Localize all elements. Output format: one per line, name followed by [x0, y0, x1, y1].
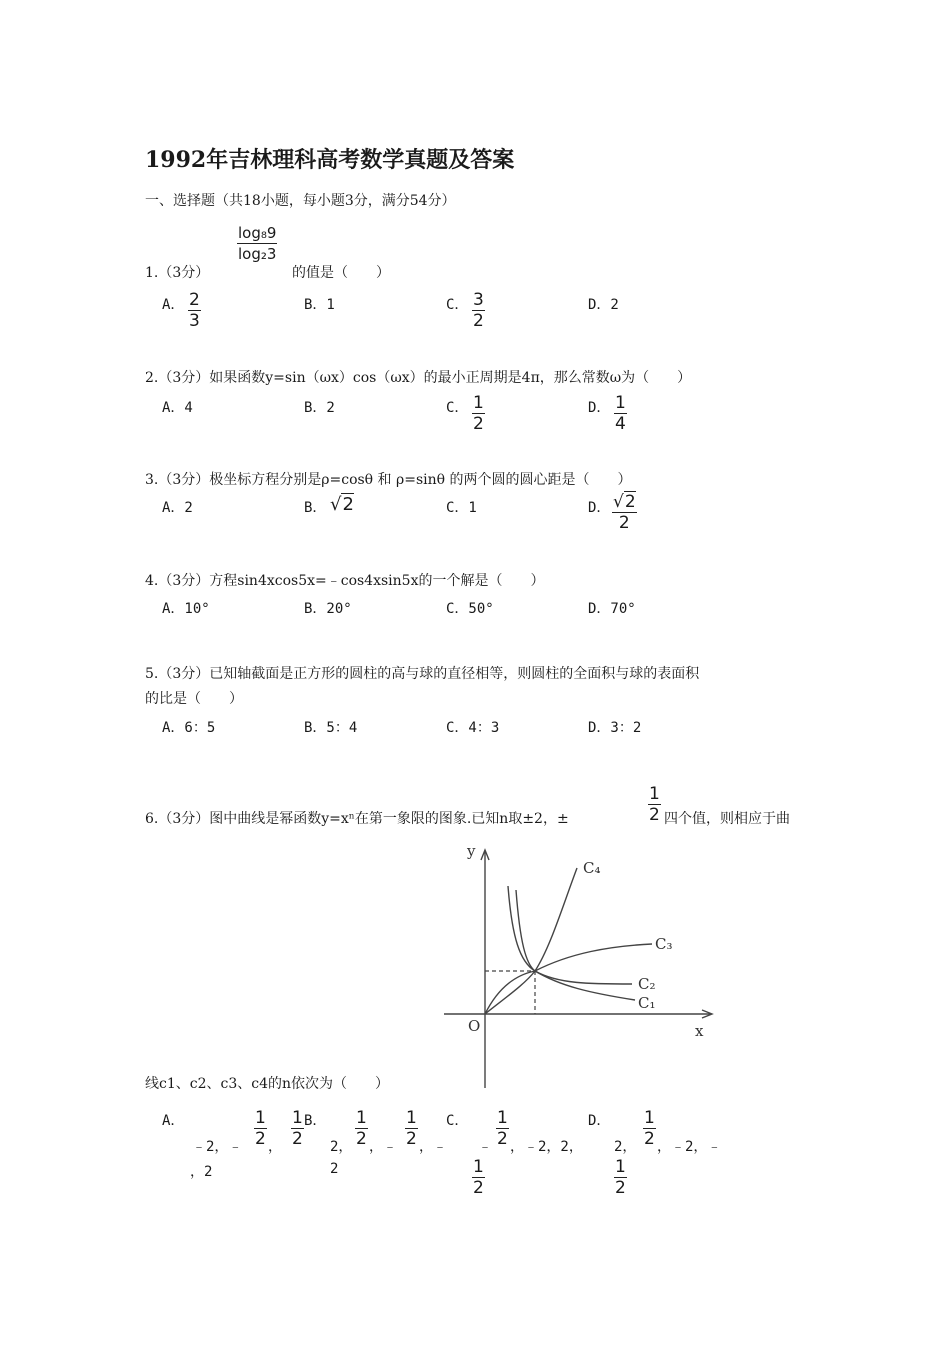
fraction-numerator: 1: [406, 1108, 417, 1128]
q5-option-d: D．3：2: [588, 720, 642, 736]
q1-expr-num: log₈9: [238, 224, 277, 242]
fraction-numerator: 2: [189, 290, 200, 310]
q1-expr-den: log₂3: [238, 245, 277, 263]
fraction-denominator: 2: [473, 414, 484, 434]
q2-option-c-label: C．: [446, 400, 469, 416]
curve-c3: [485, 944, 652, 1014]
curve-c1: [508, 886, 635, 1000]
q6-option-c-part1: ﹣: [478, 1139, 492, 1155]
q6-option-b-half-1: [355, 1108, 368, 1149]
q4-option-c: C．50°: [446, 601, 494, 617]
fraction-denominator: 2: [292, 1129, 303, 1149]
q6-option-c-half-1: [496, 1108, 509, 1149]
q3-option-d-fraction: [612, 492, 637, 533]
page-title: 1992年吉林理科高考数学真题及答案: [145, 147, 515, 173]
q6-option-b-part2: ，﹣: [369, 1139, 397, 1155]
q6-option-b-part1: 2，: [330, 1139, 353, 1155]
origin-label: O: [468, 1017, 481, 1035]
q6-stem-fraction: [648, 784, 661, 825]
fraction-denominator: 2: [615, 1178, 626, 1198]
curve-c1-label: C₁: [638, 994, 656, 1012]
q6-stem-line2: 线c1、c2、c3、c4的n依次为（ ）: [145, 1076, 390, 1092]
curve-c2-label: C₂: [638, 975, 656, 993]
q1-stem-prefix: 1.（3分）: [145, 265, 210, 281]
q6-option-a-part1: ﹣2，﹣: [192, 1139, 243, 1155]
q3-option-c: C．1: [446, 500, 477, 516]
q6-option-b-label: B．: [304, 1113, 327, 1129]
fraction-denominator: 2: [356, 1129, 367, 1149]
fraction-denominator: 3: [189, 311, 200, 331]
q1-option-b: B．1: [304, 297, 335, 313]
fraction-denominator: 2: [473, 1178, 484, 1198]
q6-option-d-label: D．: [588, 1113, 611, 1129]
q5-option-b: B．5：4: [304, 720, 358, 736]
q6-option-d-part2: ，﹣2，﹣: [657, 1139, 722, 1155]
fraction-numerator: 3: [473, 290, 484, 310]
q3-option-b-label: B．: [304, 500, 327, 516]
q6-option-a-part2: ，: [268, 1139, 282, 1155]
section-heading: 一、选择题（共18小题，每小题3分，满分54分）: [145, 193, 456, 209]
q2-option-b: B．2: [304, 400, 335, 416]
curve-c4-label: C₄: [583, 859, 601, 877]
q1-option-c-label: C．: [446, 297, 469, 313]
q6-option-a-part3: ，2: [190, 1164, 213, 1180]
q3-stem: 3.（3分）极坐标方程分别是ρ=cosθ 和 ρ=sinθ 的两个圆的圆心距是（ ）: [145, 472, 632, 488]
q3-option-a: A．2: [162, 500, 193, 516]
q6-option-d-part1: 2，: [614, 1139, 637, 1155]
q6-option-c-label: C．: [446, 1113, 469, 1129]
q1-expression: [237, 223, 277, 264]
q2-option-a: A．4: [162, 400, 193, 416]
q6-option-a-half-2: [291, 1108, 304, 1149]
fraction-numerator: 1: [473, 393, 484, 413]
fraction-numerator: 1: [644, 1108, 655, 1128]
q5-stem-line2: 的比是（ ）: [145, 691, 243, 707]
fraction-denominator: 2: [473, 311, 484, 331]
q4-option-d: D．70°: [588, 601, 636, 617]
q6-option-c-half-2: [472, 1157, 485, 1198]
q2-option-d-label: D．: [588, 400, 611, 416]
q2-option-d-fraction: [614, 393, 627, 434]
fraction-numerator: 1: [615, 393, 626, 413]
fraction-numerator: 1: [649, 784, 660, 804]
radicand: 2: [342, 494, 354, 515]
q1-option-d: D．2: [588, 297, 619, 313]
x-axis-label: x: [695, 1022, 704, 1040]
radicand: 2: [624, 492, 636, 512]
fraction-numerator: 1: [356, 1108, 367, 1128]
q3-option-d-label: D．: [588, 500, 611, 516]
fraction-denominator: 2: [649, 805, 660, 825]
q5-stem-line1: 5.（3分）已知轴截面是正方形的圆柱的高与球的直径相等，则圆柱的全面积与球的表面积: [145, 666, 700, 682]
q1-option-a-label: A．: [162, 297, 185, 313]
fraction-denominator: 4: [615, 414, 626, 434]
q1-option-a-fraction: [188, 290, 201, 331]
fraction-numerator: 1: [615, 1157, 626, 1177]
q6-option-c-part2: ，﹣2，2，: [510, 1139, 583, 1155]
q6-option-d-half-2: [614, 1157, 627, 1198]
fraction-denominator: 2: [255, 1129, 266, 1149]
q4-stem: 4.（3分）方程sin4xcos5x=﹣cos4xsin5x的一个解是（ ）: [145, 573, 545, 589]
q6-option-b-half-2: [405, 1108, 418, 1149]
q6-option-d-half-1: [643, 1108, 656, 1149]
fraction-numerator: 1: [255, 1108, 266, 1128]
q1-stem-suffix: 的值是（ ）: [292, 265, 390, 281]
curve-c2: [516, 890, 632, 984]
fraction-denominator: 2: [406, 1129, 417, 1149]
q6-stem-line1-a: 6.（3分）图中曲线是幂函数y=xⁿ在第一象限的图象.已知n取±2，±: [145, 811, 569, 827]
y-axis-label: y: [467, 842, 476, 860]
q6-stem-line1-b: 四个值，则相应于曲: [664, 811, 790, 827]
q4-option-b: B．20°: [304, 601, 352, 617]
q6-option-a-half-1: [254, 1108, 267, 1149]
fraction-denominator: 2: [618, 513, 630, 533]
fraction-numerator: √2: [613, 492, 636, 512]
q6-option-b-part4: 2: [330, 1161, 339, 1177]
q5-option-a: A．6：5: [162, 720, 216, 736]
fraction-numerator: 1: [473, 1157, 484, 1177]
fraction-denominator: 2: [644, 1129, 655, 1149]
q3-option-b-radical: √2: [330, 494, 354, 515]
curve-c3-label: C₃: [655, 935, 673, 953]
q4-option-a: A．10°: [162, 601, 210, 617]
fraction-numerator: 1: [497, 1108, 508, 1128]
q5-option-c: C．4：3: [446, 720, 500, 736]
power-function-graph: [440, 838, 730, 1093]
q1-option-c-fraction: [472, 290, 485, 331]
q2-stem: 2.（3分）如果函数y=sin（ωx）cos（ωx）的最小正周期是4π，那么常数ω为（ ）: [145, 370, 692, 386]
fraction-denominator: 2: [497, 1129, 508, 1149]
q6-option-b-part3: ，﹣: [419, 1139, 447, 1155]
fraction-numerator: 1: [292, 1108, 303, 1128]
q6-option-a-label: A．: [162, 1113, 185, 1129]
q2-option-c-fraction: [472, 393, 485, 434]
